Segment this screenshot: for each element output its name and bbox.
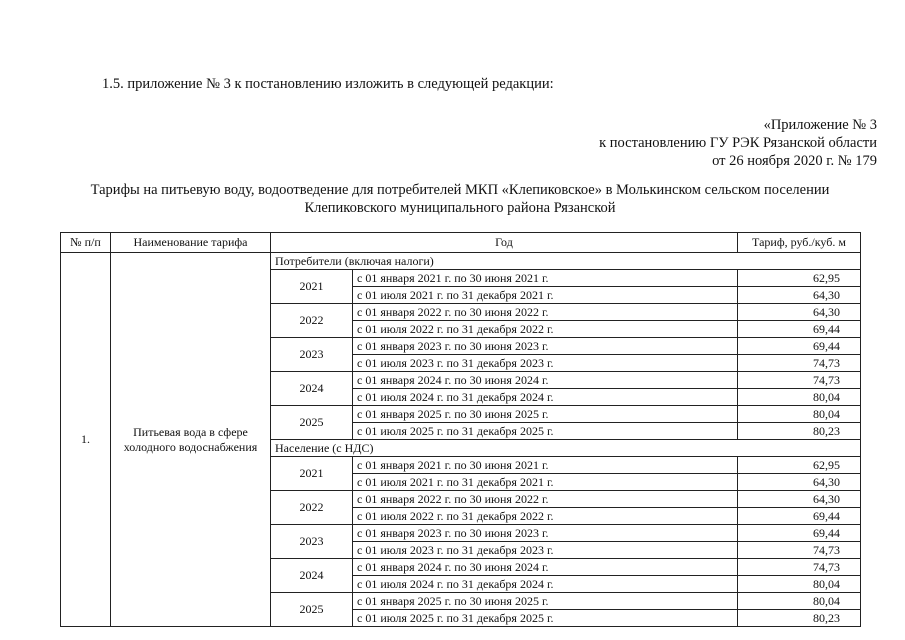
- tariff-value-cell: 62,95: [738, 270, 861, 287]
- header-tariff-name: Наименование тарифа: [111, 233, 271, 253]
- appendix-line-1: «Приложение № 3: [763, 117, 877, 133]
- period-cell: с 01 января 2021 г. по 30 июня 2021 г.: [353, 457, 738, 474]
- tariff-value-cell: 69,44: [738, 508, 861, 525]
- tariff-name: Питьевая вода в сфере холодного водоснабжения: [111, 253, 271, 627]
- tariff-value-cell: 62,95: [738, 457, 861, 474]
- tariff-value-cell: 80,04: [738, 576, 861, 593]
- tariff-value-cell: 69,44: [738, 338, 861, 355]
- tariff-value-cell: 74,73: [738, 542, 861, 559]
- period-cell: с 01 июля 2021 г. по 31 декабря 2021 г.: [353, 287, 738, 304]
- title-line-2: Клепиковского муниципального района Рязанской: [304, 200, 616, 216]
- appendix-line-2: к постановлению ГУ РЭК Рязанской области: [599, 135, 877, 151]
- consumer-group-label: Потребители (включая налоги): [271, 253, 861, 270]
- period-cell: с 01 июля 2024 г. по 31 декабря 2024 г.: [353, 389, 738, 406]
- period-cell: с 01 июля 2023 г. по 31 декабря 2023 г.: [353, 542, 738, 559]
- tariff-value-cell: 64,30: [738, 491, 861, 508]
- intro-paragraph: 1.5. приложение № 3 к постановлению изложить в следующей редакции:: [102, 76, 554, 92]
- period-cell: с 01 июля 2023 г. по 31 декабря 2023 г.: [353, 355, 738, 372]
- year-cell: 2022: [271, 304, 353, 338]
- period-cell: с 01 января 2024 г. по 30 июня 2024 г.: [353, 372, 738, 389]
- tariff-value-cell: 80,04: [738, 406, 861, 423]
- appendix-reference: [599, 116, 877, 170]
- title-line-1: Тарифы на питьевую воду, водоотведение для потребителей МКП «Клепиковское» в Молькинском сельском поселении: [90, 182, 830, 198]
- tariff-value-cell: 69,44: [738, 321, 861, 338]
- period-cell: с 01 июля 2022 г. по 31 декабря 2022 г.: [353, 321, 738, 338]
- tariff-value-cell: 80,04: [738, 593, 861, 610]
- year-cell: 2025: [271, 593, 353, 627]
- period-cell: с 01 января 2023 г. по 30 июня 2023 г.: [353, 525, 738, 542]
- year-cell: 2022: [271, 491, 353, 525]
- period-cell: с 01 июля 2025 г. по 31 декабря 2025 г.: [353, 423, 738, 440]
- group-row: [61, 253, 861, 270]
- tariff-value-cell: 64,30: [738, 474, 861, 491]
- period-cell: с 01 июля 2025 г. по 31 декабря 2025 г.: [353, 610, 738, 627]
- tariff-value-cell: 74,73: [738, 355, 861, 372]
- row-number: 1.: [61, 253, 111, 627]
- tariff-table: [60, 232, 861, 627]
- header-number: № п/п: [61, 233, 111, 253]
- tariff-value-cell: 74,73: [738, 559, 861, 576]
- tariff-table-body: [61, 253, 861, 627]
- period-cell: с 01 января 2025 г. по 30 июня 2025 г.: [353, 593, 738, 610]
- tariff-value-cell: 80,04: [738, 389, 861, 406]
- period-cell: с 01 января 2025 г. по 30 июня 2025 г.: [353, 406, 738, 423]
- tariff-value-cell: 64,30: [738, 304, 861, 321]
- year-cell: 2021: [271, 270, 353, 304]
- year-cell: 2023: [271, 525, 353, 559]
- period-cell: с 01 июля 2024 г. по 31 декабря 2024 г.: [353, 576, 738, 593]
- period-cell: с 01 января 2021 г. по 30 июня 2021 г.: [353, 270, 738, 287]
- year-cell: 2024: [271, 559, 353, 593]
- year-cell: 2025: [271, 406, 353, 440]
- document-title: [40, 181, 880, 217]
- tariff-value-cell: 80,23: [738, 610, 861, 627]
- period-cell: с 01 июля 2022 г. по 31 декабря 2022 г.: [353, 508, 738, 525]
- period-cell: с 01 января 2024 г. по 30 июня 2024 г.: [353, 559, 738, 576]
- tariff-value-cell: 80,23: [738, 423, 861, 440]
- period-cell: с 01 января 2022 г. по 30 июня 2022 г.: [353, 491, 738, 508]
- period-cell: с 01 января 2023 г. по 30 июня 2023 г.: [353, 338, 738, 355]
- tariff-value-cell: 74,73: [738, 372, 861, 389]
- year-cell: 2024: [271, 372, 353, 406]
- period-cell: с 01 июля 2021 г. по 31 декабря 2021 г.: [353, 474, 738, 491]
- period-cell: с 01 января 2022 г. по 30 июня 2022 г.: [353, 304, 738, 321]
- tariff-value-cell: 69,44: [738, 525, 861, 542]
- appendix-line-3: от 26 ноября 2020 г. № 179: [712, 153, 877, 169]
- header-year: Год: [271, 233, 738, 253]
- year-cell: 2023: [271, 338, 353, 372]
- table-header-row: [61, 233, 861, 253]
- consumer-group-label: Население (с НДС): [271, 440, 861, 457]
- header-tariff: Тариф, руб./куб. м: [738, 233, 861, 253]
- tariff-value-cell: 64,30: [738, 287, 861, 304]
- year-cell: 2021: [271, 457, 353, 491]
